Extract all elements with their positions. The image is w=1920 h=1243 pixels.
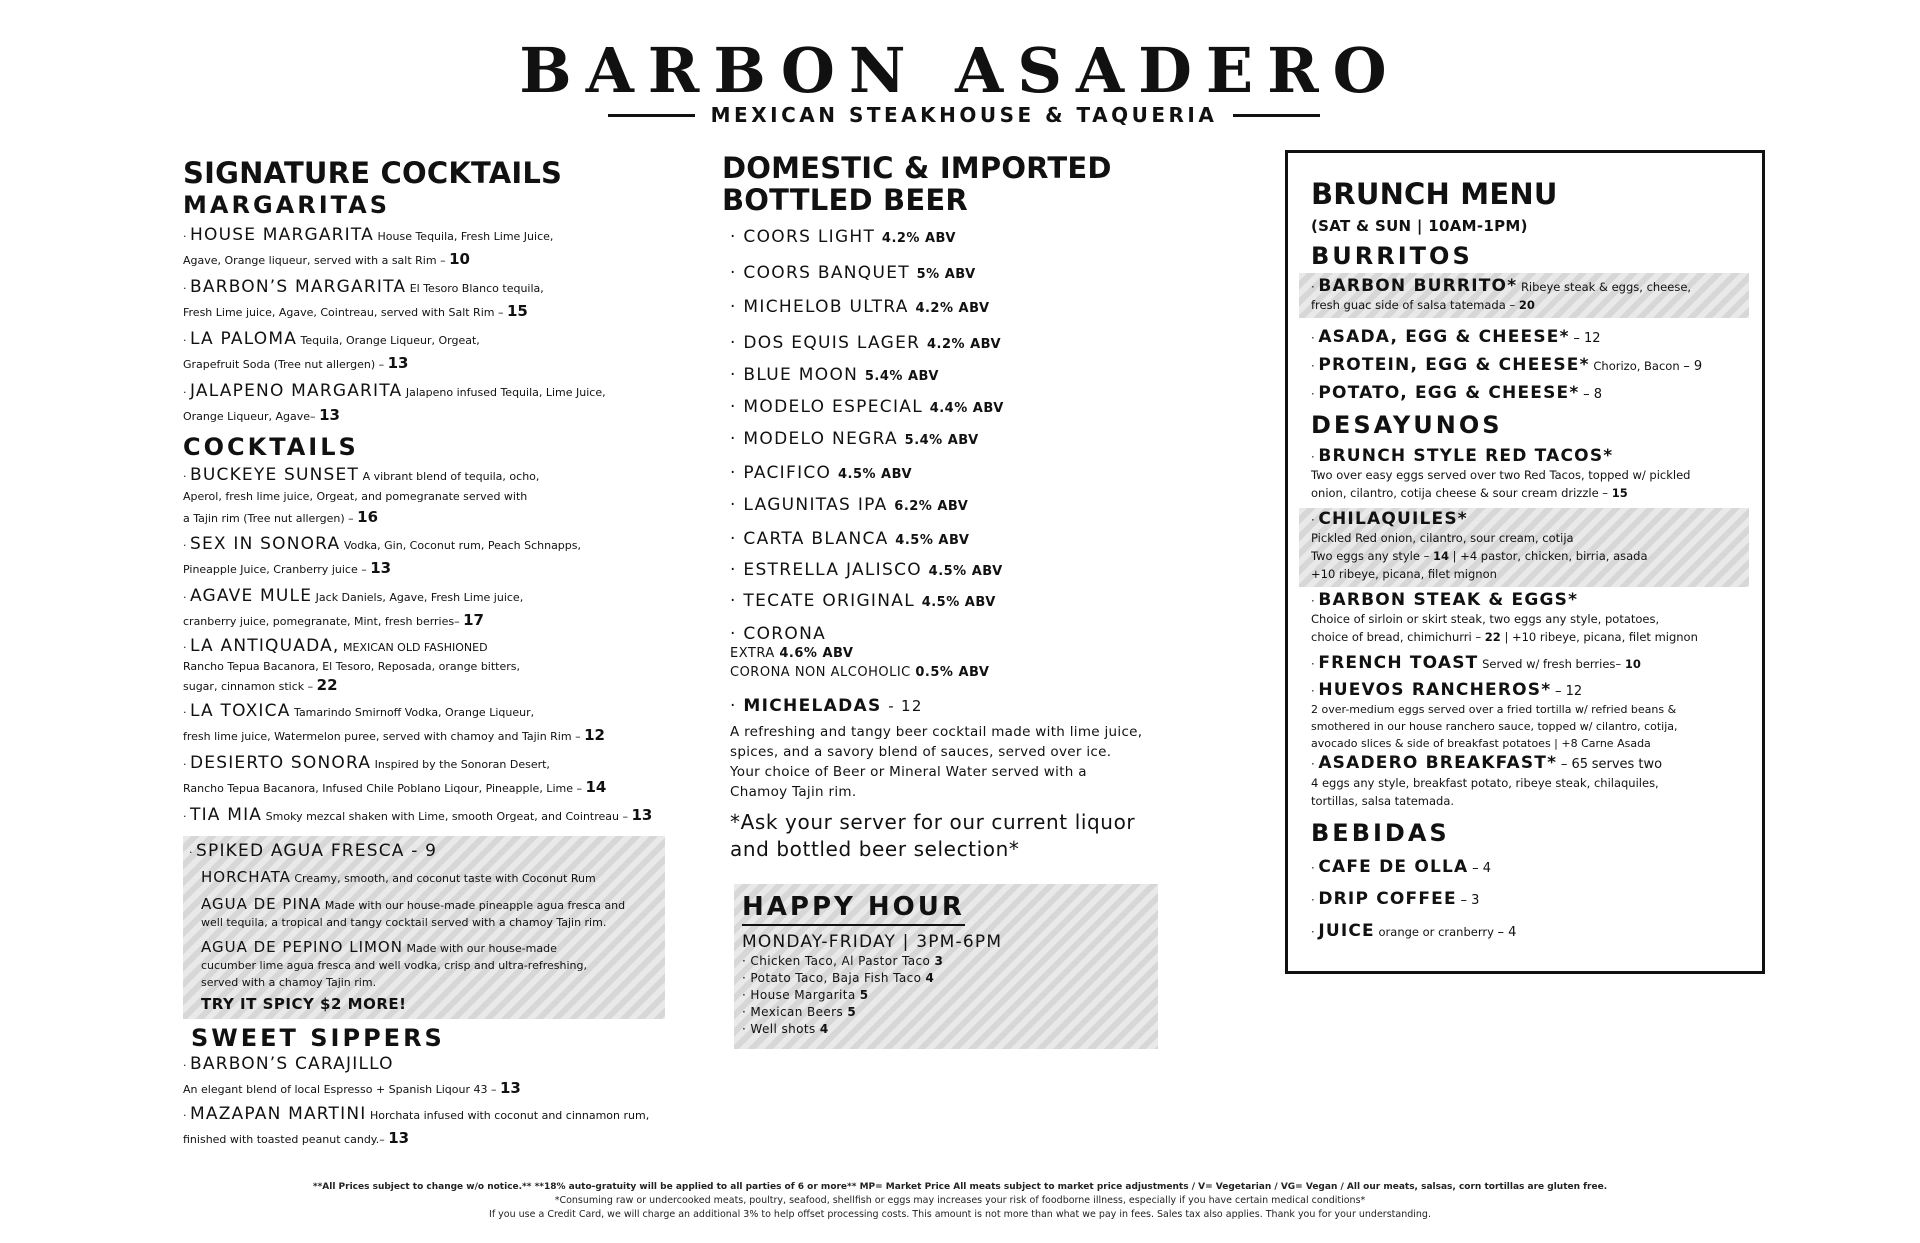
- menu-item: · JALAPENO MARGARITA Jalapeno infused Tequila, Lime Juice, Orange Liqueur, Agave– 13: [183, 381, 606, 425]
- item-price: – 12: [1554, 683, 1583, 699]
- menu-item: · BUCKEYE SUNSET A vibrant blend of tequila, ocho, Aperol, fresh lime juice, Orgeat, and pomegranate served with a Tajin rim (Tree nut allergen) – 16: [183, 464, 540, 526]
- item-desc: Grapefruit Soda (Tree nut allergen) –: [183, 358, 385, 372]
- item-desc: Inspired by the Sonoran Desert,: [374, 757, 550, 771]
- item-price: 13: [370, 558, 392, 577]
- beer-item: · PACIFICO 4.5% ABV: [730, 463, 913, 483]
- item-desc: cranberry juice, pomegranate, Mint, fresh berries–: [183, 614, 460, 628]
- item-price: – 8: [1583, 387, 1603, 403]
- footer-disclaimer: [0, 1180, 1920, 1222]
- item-name: BARBON STEAK & EGGS*: [1318, 589, 1579, 610]
- item-desc: House Tequila, Fresh Lime Juice,: [377, 230, 554, 244]
- signature-cocktails-title: SIGNATURE COCKTAILS: [183, 156, 563, 190]
- menu-item: · DESIERTO SONORA Inspired by the Sonoran Desert, Rancho Tepua Bacanora, Infused Chile Poblano Liqour, Pineapple, Lime – 14: [183, 752, 607, 796]
- corona-extra-label: EXTRA: [730, 646, 775, 661]
- item-price: 22: [316, 675, 338, 694]
- item-price: – 4: [1472, 861, 1491, 877]
- michelada-desc: A refreshing and tangy beer cocktail made with lime juice, spices, and a savory blend of sauces, served over ice. Your choice of Beer or Mineral Water served with a Chamoy Tajin rim.: [730, 724, 1143, 800]
- item-name: AGAVE MULE: [190, 585, 313, 606]
- menu-item: · MAZAPAN MARTINI Horchata infused with coconut and cinnamon rum, finished with toasted peanut candy.– 13: [183, 1104, 650, 1148]
- beer-abv: 6.2% ABV: [894, 499, 969, 514]
- item-desc: Horchata infused with coconut and cinnamon rum,: [370, 1109, 650, 1123]
- beer-item: · ESTRELLA JALISCO 4.5% ABV: [730, 560, 1003, 580]
- item-price: 20: [1518, 298, 1535, 313]
- brunch-content: [1311, 179, 1751, 948]
- sweet-sippers-title: SWEET SIPPERS: [191, 1023, 445, 1052]
- bebidas-list: [1311, 852, 1751, 948]
- item-desc: Made with our house-made: [406, 941, 557, 955]
- beer-abv: 5.4% ABV: [904, 433, 979, 448]
- beer-abv: 0.5% ABV: [915, 665, 990, 680]
- menu-item: · HOUSE MARGARITA House Tequila, Fresh Lime Juice, Agave, Orange liqueur, served with a salt Rim – 10: [183, 225, 554, 269]
- beer-abv: 4.6% ABV: [779, 646, 854, 661]
- menu-item: · LA PALOMA Tequila, Orange Liqueur, Orgeat, Grapefruit Soda (Tree nut allergen) – 13: [183, 329, 480, 373]
- item-desc: Vodka, Gin, Coconut rum, Peach Schnapps,: [343, 538, 581, 552]
- menu-item: · LA ANTIQUADA, MEXICAN OLD FASHIONED Rancho Tepua Bacanora, El Tesoro, Reposada, orange bitters, sugar, cinnamon stick – 22: [183, 635, 520, 694]
- item-price: 14: [1432, 548, 1449, 563]
- beer-name: MICHELOB ULTRA: [743, 297, 909, 317]
- item-desc: Tequila, Orange Liqueur, Orgeat,: [300, 334, 480, 348]
- beer-abv: 4.5% ABV: [921, 595, 996, 610]
- menu-item: [201, 868, 659, 888]
- item-price: - 12: [888, 697, 923, 715]
- item-name: BRUNCH STYLE RED TACOS*: [1318, 445, 1614, 466]
- item-desc: Agave, Orange liqueur, served with a salt Rim –: [183, 254, 446, 268]
- item-price: 14: [585, 777, 607, 796]
- item-price: – 3: [1460, 893, 1480, 909]
- beer-title-line1: DOMESTIC & IMPORTED: [722, 151, 1112, 185]
- item-name: CAFE DE OLLA: [1318, 857, 1469, 878]
- beer-item: · COORS BANQUET 5% ABV: [730, 263, 976, 283]
- menu-item: · CAFE DE OLLA – 4: [1311, 857, 1491, 878]
- tagline-row: [608, 100, 1320, 130]
- menu-item: · LA TOXICA Tamarindo Smirnoff Vodka, Orange Liqueur, fresh lime juice, Watermelon puree, served with chamoy and Tajin Rim – 12: [183, 700, 605, 744]
- item-desc: Chorizo, Bacon: [1593, 359, 1680, 374]
- item-price: 16: [357, 507, 379, 526]
- item-price: 17: [463, 610, 484, 629]
- item-name: BARBON’S MARGARITA: [190, 277, 407, 298]
- item-desc: orange or cranberry: [1378, 925, 1494, 940]
- item-price: – 12: [1573, 331, 1601, 347]
- menu-item: · AGAVE MULE Jack Daniels, Agave, Fresh Lime juice, cranberry juice, pomegranate, Mint, fresh berries– 17: [183, 585, 524, 629]
- menu-item: · DRIP COFFEE – 3: [1311, 889, 1480, 910]
- beer-item: · DOS EQUIS LAGER 4.2% ABV: [730, 333, 1002, 353]
- beer-abv: 5.4% ABV: [864, 369, 939, 384]
- item-desc: El Tesoro Blanco tequila,: [409, 282, 544, 296]
- beer-abv: 4.2% ABV: [881, 231, 956, 246]
- item-price: 15: [1611, 485, 1628, 500]
- spicy-note: TRY IT SPICY $2 MORE!: [201, 994, 407, 1013]
- item-name: BARBON BURRITO*: [1318, 276, 1518, 297]
- item-name: DESIERTO SONORA: [190, 752, 372, 773]
- item-desc: Served w/ fresh berries–: [1482, 656, 1622, 671]
- menu-item: · BRUNCH STYLE RED TACOS* Two over easy eggs served over two Red Tacos, topped w/ pickled onion, cilantro, cotija cheese & sour cream drizzle – 15: [1311, 447, 1751, 502]
- beer-name: BLUE MOON: [743, 365, 859, 385]
- item-desc: cucumber lime agua fresca and well vodka, crisp and ultra-refreshing,: [201, 958, 587, 972]
- item-desc: Rancho Tepua Bacanora, Infused Chile Poblano Liqour, Pineapple, Lime –: [183, 781, 582, 795]
- menu-item: · BARBON’S MARGARITA El Tesoro Blanco tequila, Fresh Lime juice, Agave, Cointreau, served with Salt Rim – 15: [183, 277, 544, 321]
- beer-item: · CARTA BLANCA 4.5% ABV: [730, 529, 970, 549]
- beer-abv: 4.5% ABV: [895, 533, 970, 548]
- item-desc: Two over easy eggs served over two Red Tacos, topped w/ pickled: [1311, 467, 1691, 482]
- brunch-title: BRUNCH MENU: [1311, 177, 1558, 211]
- beer-name: DOS EQUIS LAGER: [743, 333, 921, 353]
- item-desc: Smoky mezcal shaken with Lime, smooth Orgeat, and Cointreau –: [265, 809, 628, 823]
- beer-item: · MODELO ESPECIAL 4.4% ABV: [730, 397, 1004, 417]
- item-name: POTATO, EGG & CHEESE*: [1318, 383, 1580, 404]
- beer-column: [722, 153, 1172, 1053]
- menu-item: · BARBON’S CARAJILLO An elegant blend of local Espresso + Spanish Liqour 43 – 13: [183, 1054, 521, 1098]
- menu-item: · ASADERO BREAKFAST* – 65 serves two 4 eggs any style, breakfast potato, ribeye steak, chilaquiles, tortillas, salsa tatemada.: [1311, 754, 1751, 810]
- list-item: · House Margarita 5: [742, 988, 869, 1002]
- menu-item: · PROTEIN, EGG & CHEESE* Chorizo, Bacon – 9: [1311, 355, 1703, 376]
- item-desc: Aperol, fresh lime juice, Orgeat, and pomegranate served with: [183, 489, 528, 503]
- beer-abv: 4.2% ABV: [927, 337, 1002, 352]
- item-price: 15: [506, 302, 528, 321]
- happy-hour-list: [742, 953, 1150, 1038]
- item-desc: fresh lime juice, Watermelon puree, served with chamoy and Tajin Rim –: [183, 729, 581, 743]
- sweet-sippers-list: [183, 1053, 703, 1151]
- item-desc: Ribeye steak & eggs, cheese,: [1520, 280, 1692, 295]
- restaurant-name: BARBON ASADERO: [519, 34, 1401, 107]
- item-name: SEX IN SONORA: [190, 533, 341, 554]
- margaritas-title: MARGARITAS: [183, 190, 390, 219]
- menu-item: · TIA MIA Smoky mezcal shaken with Lime, smooth Orgeat, and Cointreau – 13: [183, 804, 653, 825]
- beer-item: · TECATE ORIGINAL 4.5% ABV: [730, 591, 996, 611]
- item-price: – 9: [1683, 359, 1703, 375]
- item-name: MAZAPAN MARTINI: [190, 1104, 367, 1125]
- beer-name: MODELO ESPECIAL: [743, 397, 923, 417]
- item-price: – 65: [1560, 756, 1589, 772]
- brunch-hours: (SAT & SUN | 10AM-1PM): [1311, 216, 1528, 235]
- item-price: 10: [449, 250, 470, 269]
- beer-abv: 4.5% ABV: [928, 564, 1003, 579]
- item-desc: sugar, cinnamon stick –: [183, 679, 314, 693]
- item-desc: Orange Liqueur, Agave–: [183, 410, 316, 424]
- item-desc: +10 ribeye, picana, filet mignon: [1311, 566, 1497, 581]
- cocktails-title: COCKTAILS: [183, 433, 359, 462]
- menu-item: · ASADA, EGG & CHEESE* – 12: [1311, 327, 1601, 348]
- beer-item-corona: · CORONA EXTRA 4.6% ABV CORONA NON ALCOHOLIC 0.5% ABV: [730, 624, 990, 680]
- happy-hour-hours: MONDAY-FRIDAY | 3PM-6PM: [742, 932, 1003, 952]
- beer-name: ESTRELLA JALISCO: [743, 560, 922, 580]
- item-name: JALAPENO MARGARITA: [190, 381, 403, 402]
- bebidas-title: BEBIDAS: [1311, 818, 1450, 847]
- item-desc: An elegant blend of local Espresso + Spanish Liqour 43 –: [183, 1083, 497, 1097]
- beer-item: · MICHELOB ULTRA 4.2% ABV: [730, 297, 990, 317]
- item-desc: Two eggs any style –: [1311, 548, 1430, 563]
- beer-name: PACIFICO: [743, 463, 832, 483]
- item-desc: Pineapple Juice, Cranberry juice –: [183, 562, 367, 576]
- michelada-item: · MICHELADAS - 12 A refreshing and tangy beer cocktail made with lime juice, spices, and a savory blend of sauces, served over ice. Your choice of Beer or Mineral Water served with a Chamoy Tajin rim.: [730, 696, 1143, 800]
- item-desc: choice of bread, chimichurri –: [1311, 629, 1482, 644]
- item-name: FRENCH TOAST: [1318, 652, 1479, 673]
- menu-item: · HUEVOS RANCHEROS* – 12 2 over-medium eggs served over a fried tortilla w/ refried beans & smothered in our house ranchero sauce, topped w/ cilantro, cotija, avocado slices & side of breakfast potatoes | +8 Carne Asada: [1311, 681, 1751, 752]
- list-item: · Potato Taco, Baja Fish Taco 4: [742, 971, 935, 985]
- item-price: 10: [1624, 656, 1641, 671]
- menu-item: · JUICE orange or cranberry – 4: [1311, 921, 1517, 942]
- list-item: · Chicken Taco, Al Pastor Taco 3: [742, 954, 944, 968]
- beer-name: LAGUNITAS IPA: [743, 495, 888, 515]
- menu-item: · CHILAQUILES* Pickled Red onion, cilantro, sour cream, cotija Two eggs any style – 14 | +4 pastor, chicken, birria, asada +10 ribeye, picana, filet mignon: [1299, 508, 1749, 587]
- list-item: · Mexican Beers 5: [742, 1005, 857, 1019]
- item-desc: finished with toasted peanut candy.–: [183, 1133, 385, 1147]
- item-desc: tortillas, salsa tatemada.: [1311, 793, 1455, 808]
- item-price: 13: [500, 1079, 521, 1098]
- beer-abv: 4.2% ABV: [915, 301, 990, 316]
- ask-server-note: *Ask your server for our current liquor and bottled beer selection*: [730, 810, 1136, 861]
- beer-name: COORS BANQUET: [743, 263, 910, 283]
- beer-name: MODELO NEGRA: [743, 429, 898, 449]
- item-desc: A vibrant blend of tequila, ocho,: [362, 469, 540, 483]
- tagline: MEXICAN STEAKHOUSE & TAQUERIA: [710, 103, 1218, 127]
- menu-item: [201, 896, 659, 931]
- item-desc: Choice of sirloin or skirt steak, two eggs any style, potatoes,: [1311, 611, 1660, 626]
- item-desc: a Tajin rim (Tree nut allergen) –: [183, 511, 354, 525]
- item-desc: Tamarindo Smirnoff Vodka, Orange Liqueur,: [294, 705, 535, 719]
- menu-item: · FRENCH TOAST Served w/ fresh berries– 10: [1311, 652, 1641, 673]
- item-name: ASADA, EGG & CHEESE*: [1318, 327, 1570, 348]
- item-name: AGUA DE PINA: [201, 894, 322, 913]
- item-desc: 2 over-medium eggs served over a fried tortilla w/ refried beans &: [1311, 702, 1677, 716]
- item-desc: avocado slices & side of breakfast potatoes | +8 Carne Asada: [1311, 736, 1651, 750]
- desayunos-title: DESAYUNOS: [1311, 411, 1503, 440]
- list-item: · Well shots 4: [742, 1022, 829, 1036]
- item-desc: well tequila, a tropical and tangy cocktail served with a chamoy Tajin rim.: [201, 915, 607, 929]
- item-name: LA PALOMA: [190, 329, 298, 350]
- item-desc: MEXICAN OLD FASHIONED: [343, 640, 488, 654]
- item-desc: Rancho Tepua Bacanora, El Tesoro, Reposada, orange bitters,: [183, 659, 520, 673]
- item-price: 22: [1484, 629, 1501, 644]
- item-desc: Creamy, smooth, and coconut taste with Coconut Rum: [294, 871, 596, 885]
- signature-cocktails-column: [183, 158, 703, 1151]
- item-name: PROTEIN, EGG & CHEESE*: [1318, 355, 1590, 376]
- item-price: 13: [631, 805, 653, 824]
- item-desc: Pickled Red onion, cilantro, sour cream, cotija: [1311, 530, 1574, 545]
- agua-fresca-title: SPIKED AGUA FRESCA - 9: [196, 840, 438, 861]
- item-name: HORCHATA: [201, 867, 291, 886]
- margaritas-list: [183, 224, 703, 428]
- corona-na-label: CORONA NON ALCOHOLIC: [730, 665, 911, 680]
- menu-item: · BARBON STEAK & EGGS* Choice of sirloin or skirt steak, two eggs any style, potatoes, choice of bread, chimichurri – 22 | +10 ribeye, picana, filet mignon: [1311, 591, 1751, 646]
- beer-name: TECATE ORIGINAL: [743, 591, 915, 611]
- footer-line-3: If you use a Credit Card, we will charge an additional 3% to help offset processing costs. This amount is not more than what we pay in fees. Sales tax also applies. Thank you for your understanding.: [489, 1209, 1431, 1220]
- beer-abv: 4.4% ABV: [929, 401, 1004, 416]
- item-price: 12: [584, 725, 605, 744]
- item-name: DRIP COFFEE: [1318, 889, 1457, 910]
- menu-item: · BARBON BURRITO* Ribeye steak & eggs, cheese, fresh guac side of salsa tatemada – 20: [1299, 273, 1749, 318]
- cocktails-list: [183, 465, 703, 828]
- item-desc: fresh guac side of salsa tatemada –: [1311, 298, 1516, 313]
- item-desc: Jack Daniels, Agave, Fresh Lime juice,: [315, 590, 524, 604]
- item-name: HUEVOS RANCHEROS*: [1318, 679, 1552, 700]
- item-desc: smothered in our house ranchero sauce, topped w/ cilantro, cotija,: [1311, 719, 1678, 733]
- item-name: HOUSE MARGARITA: [190, 225, 374, 246]
- item-price: 13: [387, 354, 409, 373]
- beer-item: · BLUE MOON 5.4% ABV: [730, 365, 939, 385]
- item-name: JUICE: [1318, 921, 1375, 942]
- item-name: ASADERO BREAKFAST*: [1318, 752, 1558, 773]
- beer-name: COORS LIGHT: [743, 227, 876, 247]
- item-desc: onion, cilantro, cotija cheese & sour cream drizzle –: [1311, 485, 1609, 500]
- happy-hour-box: [734, 884, 1158, 1049]
- beer-name: MICHELADAS: [743, 696, 882, 716]
- item-desc: 4 eggs any style, breakfast potato, ribeye steak, chilaquiles,: [1311, 775, 1659, 790]
- tagline-rule-left: [608, 114, 695, 117]
- burritos-list: [1311, 324, 1751, 408]
- item-name: LA TOXICA: [190, 700, 291, 721]
- item-desc: Fresh Lime juice, Agave, Cointreau, served with Salt Rim –: [183, 306, 504, 320]
- item-name: LA ANTIQUADA,: [190, 635, 340, 656]
- agua-fresca-list: [189, 868, 659, 1013]
- item-desc: serves two: [1591, 756, 1663, 772]
- tagline-rule-right: [1233, 114, 1320, 117]
- beer-abv: 4.5% ABV: [837, 467, 913, 482]
- item-name: AGUA DE PEPINO LIMON: [201, 937, 403, 956]
- menu-item: [201, 939, 659, 991]
- item-price: 13: [319, 406, 340, 425]
- beer-abv: 5% ABV: [916, 267, 976, 282]
- happy-hour-title: HAPPY HOUR: [742, 892, 965, 926]
- footer-line-2: *Consuming raw or undercooked meats, poultry, seafood, shellfish or eggs may increases your risk of foodborne illness, especially if you have certain medical conditions*: [554, 1195, 1366, 1206]
- item-desc: served with a chamoy Tajin rim.: [201, 975, 377, 989]
- item-desc: Made with our house-made pineapple agua fresca and: [324, 898, 626, 912]
- footer-line-1: **All Prices subject to change w/o notice.** **18% auto-gratuity will be applied to all parties of 6 or more** MP= Market Price All meats subject to market price adjustments / V= Vegetarian / VG= Vegan / All our meats, salsas, corn tortillas are gluten free.: [312, 1182, 1608, 1192]
- menu-item: · SEX IN SONORA Vodka, Gin, Coconut rum, Peach Schnapps, Pineapple Juice, Cranberry juice – 13: [183, 533, 581, 577]
- item-name: CHILAQUILES*: [1318, 508, 1468, 529]
- beer-item: · MODELO NEGRA 5.4% ABV: [730, 429, 979, 449]
- brunch-menu-box: [1285, 150, 1765, 974]
- beer-item: · COORS LIGHT 4.2% ABV: [730, 227, 956, 247]
- burritos-title: BURRITOS: [1311, 241, 1473, 270]
- item-price: – 4: [1497, 925, 1517, 941]
- item-desc: Jalapeno infused Tequila, Lime Juice,: [405, 386, 606, 400]
- beer-title-line2: BOTTLED BEER: [722, 182, 968, 217]
- item-name: TIA MIA: [190, 804, 263, 825]
- beer-name: CARTA BLANCA: [743, 529, 889, 549]
- item-name: BUCKEYE SUNSET: [190, 464, 360, 485]
- menu-item: · POTATO, EGG & CHEESE* – 8: [1311, 383, 1603, 404]
- beer-name: CORONA: [743, 624, 827, 644]
- agua-fresca-box: · SPIKED AGUA FRESCA - 9 HORCHATA Creamy, smooth, and coconut taste with Coconut Rum AGUA DE PINA Made with our house-made pineapple agua fresca and well tequila, a tropical and tangy cocktail served with a chamoy Tajin rim. AGUA DE PEPINO LIMON Made with our house-made cucumber lime agua fresca and well vodka, crisp and ultra-refreshing, served with a chamoy Tajin rim. TRY IT SPICY $2 MORE!: [183, 836, 665, 1019]
- beer-item: · LAGUNITAS IPA 6.2% ABV: [730, 495, 969, 515]
- item-price: 13: [388, 1129, 410, 1148]
- item-name: BARBON’S CARAJILLO: [190, 1054, 394, 1075]
